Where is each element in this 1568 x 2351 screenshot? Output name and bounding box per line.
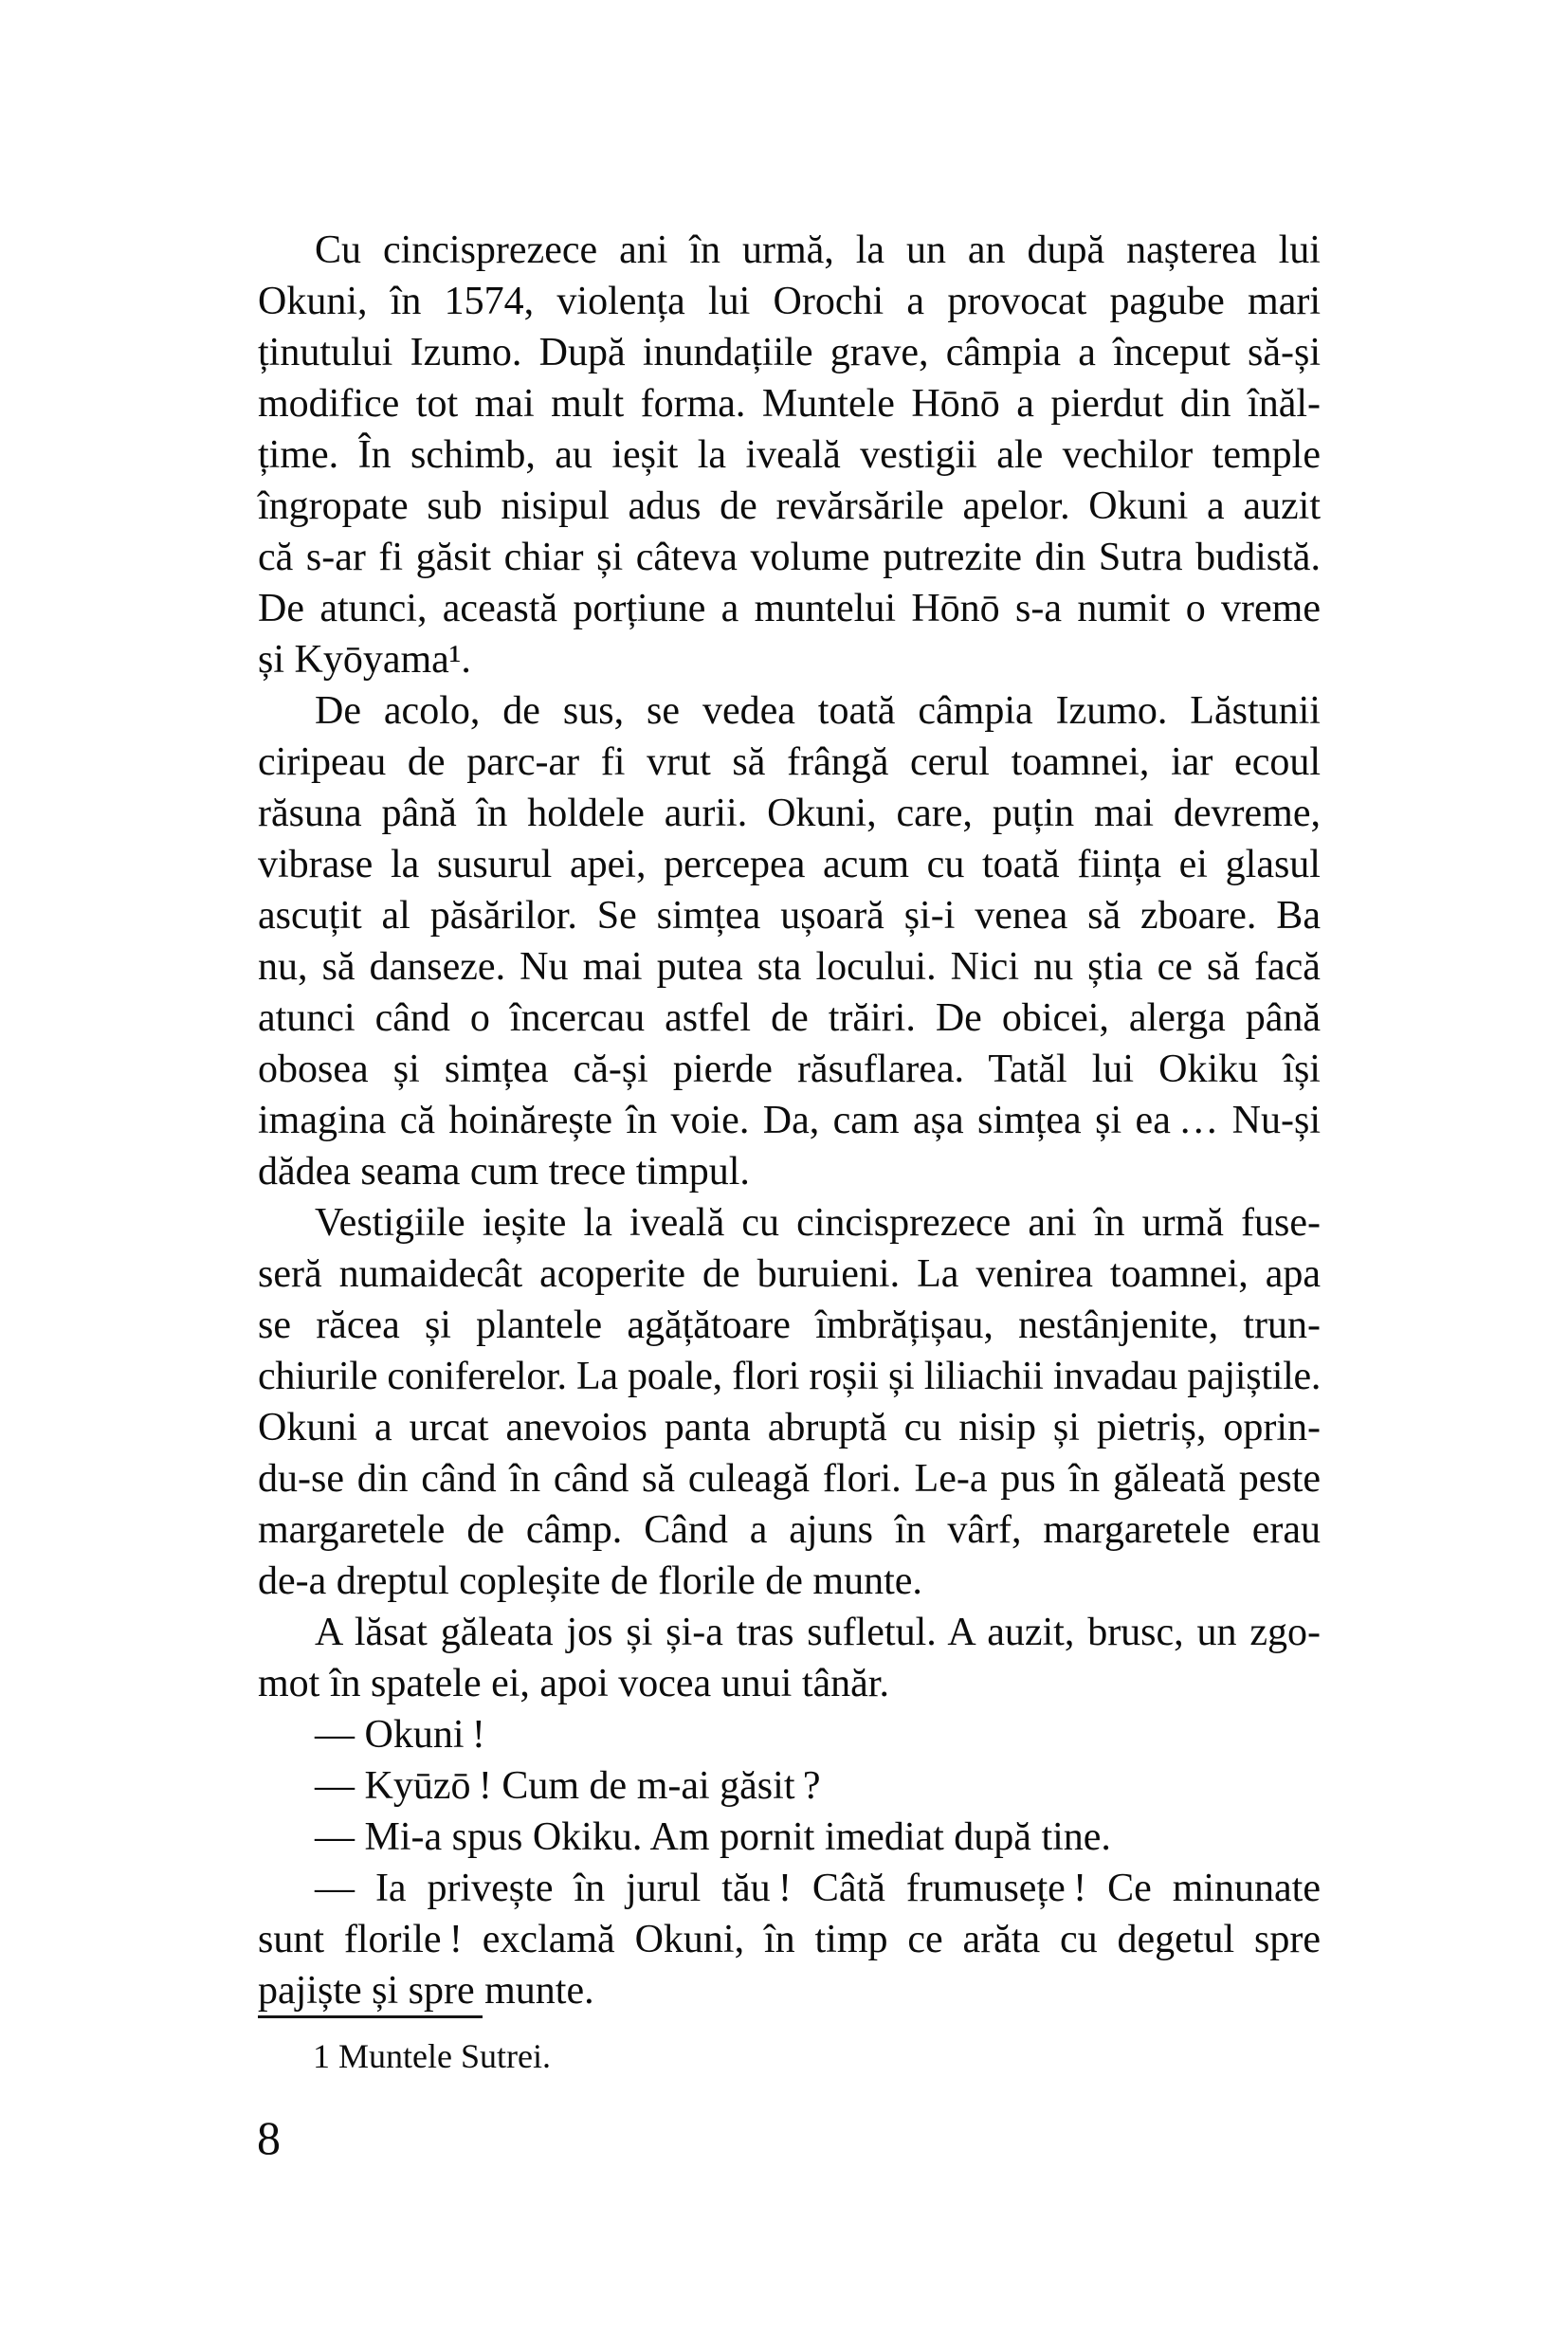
- text-line: mot în spatele ei, apoi vocea unui tânăr.: [258, 1662, 889, 1705]
- text-line: imagina că hoinărește în voie. Da, cam așa simțea și ea … Nu-și: [258, 1099, 1321, 1142]
- text-line: Cu cincisprezece ani în urmă, la un an după nașterea lui: [315, 228, 1321, 272]
- text-line: dădea seama cum trece timpul.: [258, 1150, 750, 1194]
- text-line: îngropate sub nisipul adus de revărsările apelor. Okuni a auzit: [258, 484, 1322, 528]
- footnote-separator: [258, 2015, 483, 2018]
- text-line: margaretele de câmp. Când a ajuns în vârf, margaretele erau: [258, 1508, 1321, 1552]
- text-line: țime. În schimb, au ieșit la iveală vestigii ale vechilor temple: [258, 433, 1321, 477]
- text-line: — Okuni !: [315, 1713, 485, 1757]
- text-line: Okuni, în 1574, violența lui Orochi a provocat pagube mari: [258, 280, 1322, 323]
- text-line: De acolo, de sus, se vedea toată câmpia Izumo. Lăstunii: [315, 689, 1321, 733]
- text-line: obosea și simțea că-și pierde răsuflarea. Tatăl lui Okiku își: [258, 1048, 1321, 1091]
- text-line: atunci când o încercau astfel de trăiri. De obicei, alerga până: [258, 996, 1322, 1040]
- text-line: chiurile coniferelor. La poale, flori roșii și liliachii invadau pajiștile.: [258, 1355, 1322, 1398]
- text-line: — Ia privește în jurul tău ! Câtă frumusețe ! Ce minunate: [315, 1867, 1321, 1910]
- text-line: sunt florile ! exclamă Okuni, în timp ce arăta cu degetul spre: [258, 1918, 1322, 1961]
- body-text: [258, 225, 1321, 2016]
- text-line: modifice tot mai mult forma. Muntele Hōnō a pierdut din înăl-: [258, 382, 1322, 426]
- text-line: seră numaidecât acoperite de buruieni. La venirea toamnei, apa: [258, 1252, 1321, 1296]
- text-line: și Kyōyama¹.: [258, 638, 471, 682]
- text-line: că s-ar fi găsit chiar și câteva volume putrezite din Sutra budistă.: [258, 536, 1321, 579]
- text-line: ascuțit al păsărilor. Se simțea ușoară și-i venea să zboare. Ba: [258, 894, 1321, 938]
- footnote: 1 Muntele Sutrei.: [313, 2037, 551, 2075]
- text-line: — Kyūzō ! Cum de m-ai găsit ?: [315, 1764, 821, 1808]
- text-line: — Mi-a spus Okiku. Am pornit imediat după tine.: [315, 1815, 1111, 1859]
- text-line: de-a dreptul copleșite de florile de munte.: [258, 1559, 922, 1603]
- page-number: 8: [257, 2111, 281, 2164]
- text-line: Vestigiile ieșite la iveală cu cincisprezece ani în urmă fuse-: [315, 1201, 1321, 1245]
- text-line: se răcea și plantele agățătoare îmbrățișau, nestânjenite, trun-: [258, 1303, 1322, 1347]
- text-line: vibrase la susurul apei, percepea acum cu toată ființa ei glasul: [258, 843, 1321, 886]
- text-line: Okuni a urcat anevoios panta abruptă cu nisip și pietriș, oprin-: [258, 1406, 1322, 1449]
- text-line: du-se din când în când să culeagă flori. Le-a pus în găleată peste: [258, 1457, 1322, 1501]
- text-line: pajiște și spre munte.: [258, 1969, 594, 2013]
- text-line: răsuna până în holdele aurii. Okuni, care, puțin mai devreme,: [258, 792, 1321, 835]
- text-line: ciripeau de parc-ar fi vrut să frângă cerul toamnei, iar ecoul: [258, 740, 1322, 784]
- text-line: nu, să danseze. Nu mai putea sta locului. Nici nu știa ce să facă: [258, 945, 1321, 989]
- text-line: De atunci, această porțiune a muntelui Hōnō s-a numit o vreme: [258, 587, 1321, 630]
- text-line: A lăsat găleata jos și și-a tras sufletul. A auzit, brusc, un zgo-: [315, 1611, 1322, 1654]
- text-line: ținutului Izumo. După inundațiile grave, câmpia a început să-și: [258, 331, 1322, 374]
